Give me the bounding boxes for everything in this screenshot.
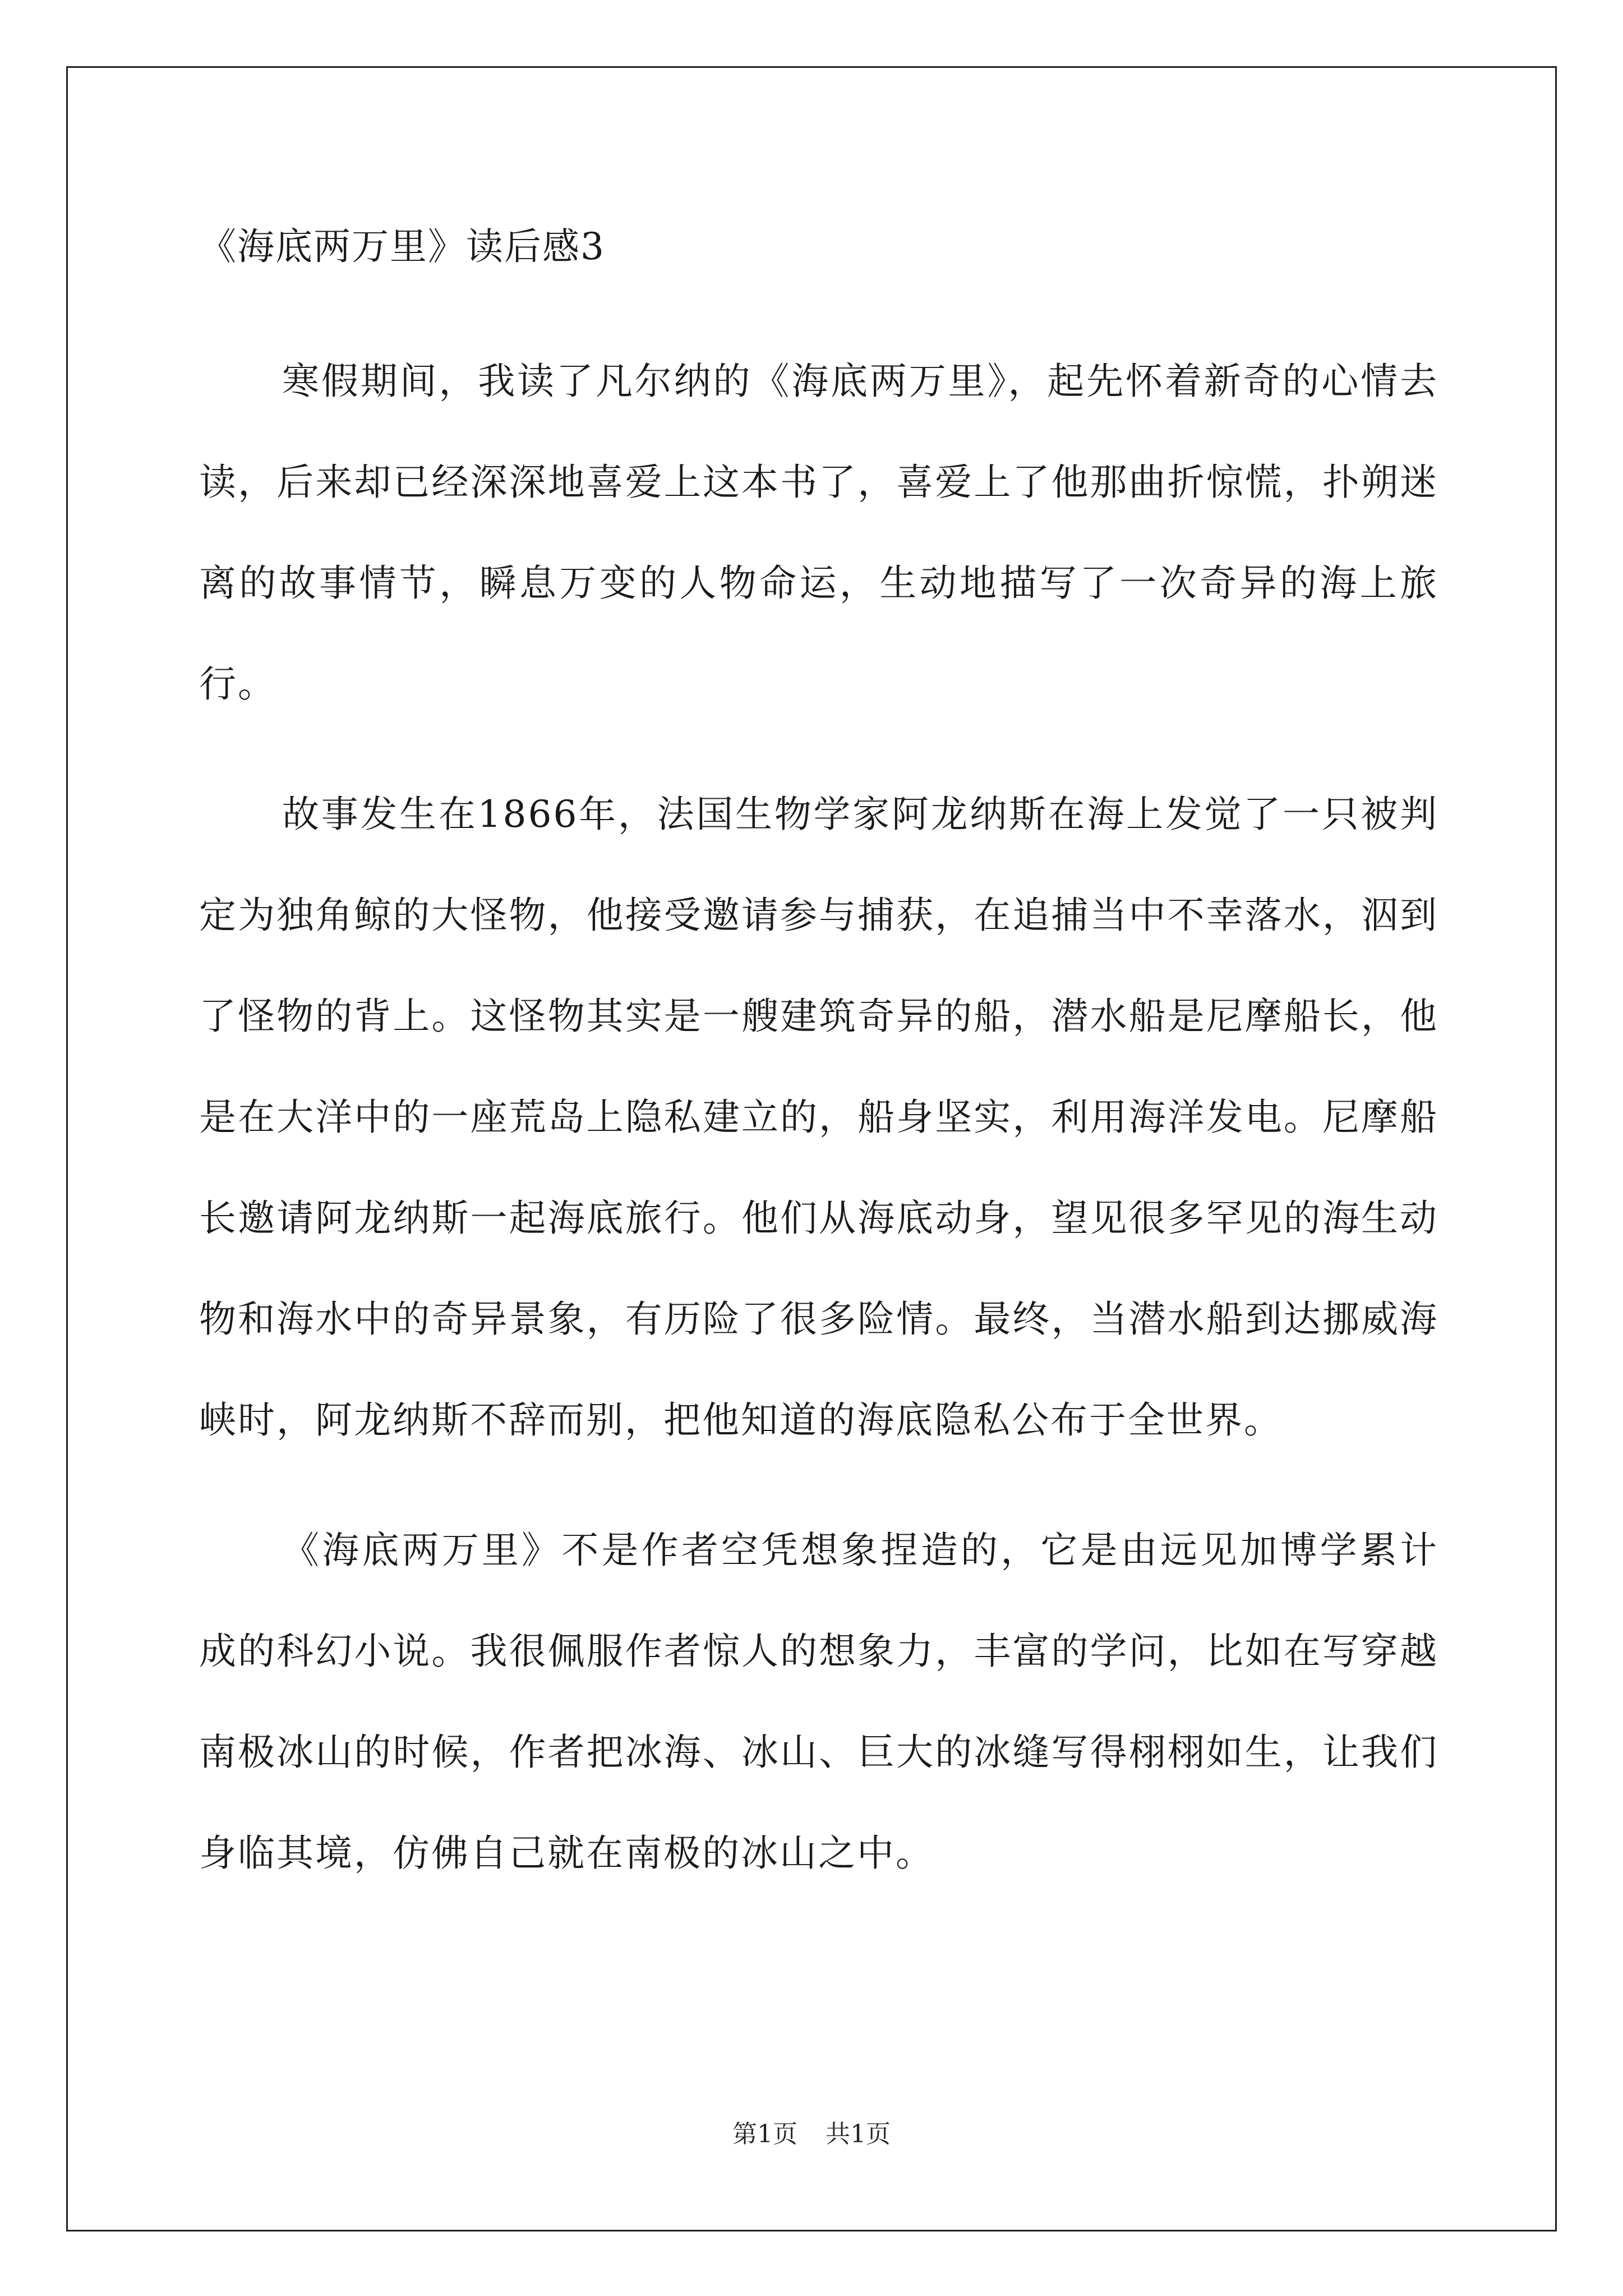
document-title: 《海底两万里》读后感3 <box>199 225 605 268</box>
document-body <box>199 219 1438 1933</box>
page-total: 共1页 <box>826 2120 891 2148</box>
paragraph-2: 故事发生在1866年，法国生物学家阿龙纳斯在海上发觉了一只被判定为独角鲸的大怪物，他接受邀请参与捕获，在追捕当中不幸落水，泅到了怪物的背上。这怪物其实是一艘建筑奇异的船，潜水船是尼摩船长，他是在大洋中的一座荒岛上隐私建立的，船身坚实，利用海洋发电。尼摩船长邀请阿龙纳斯一起海底旅行。他们从海底动身，望见很多罕见的海生动物和海水中的奇异景象，有历险了很多险情。最终，当潜水船到达挪威海峡时，阿龙纳斯不辞而别，把他知道的海底隐私公布于全世界。 <box>199 793 1438 1442</box>
paragraph-3: 《海底两万里》不是作者空凭想象捏造的，它是由远见加博学累计成的科幻小说。我很佩服作者惊人的想象力，丰富的学问，比如在写穿越南极冰山的时候，作者把冰海、冰山、巨大的冰缝写得栩栩如生，让我们身临其境，仿佛自己就在南极的冰山之中。 <box>199 1529 1438 1875</box>
page-footer <box>0 2118 1623 2151</box>
page-number: 第1页 <box>732 2120 797 2148</box>
paragraph-1: 寒假期间，我读了凡尔纳的《海底两万里》，起先怀着新奇的心情去读，后来却已经深深地喜爱上这本书了，喜爱上了他那曲折惊慌，扑朔迷离的故事情节，瞬息万变的人物命运，生动地描写了一次奇异的海上旅行。 <box>199 360 1438 706</box>
